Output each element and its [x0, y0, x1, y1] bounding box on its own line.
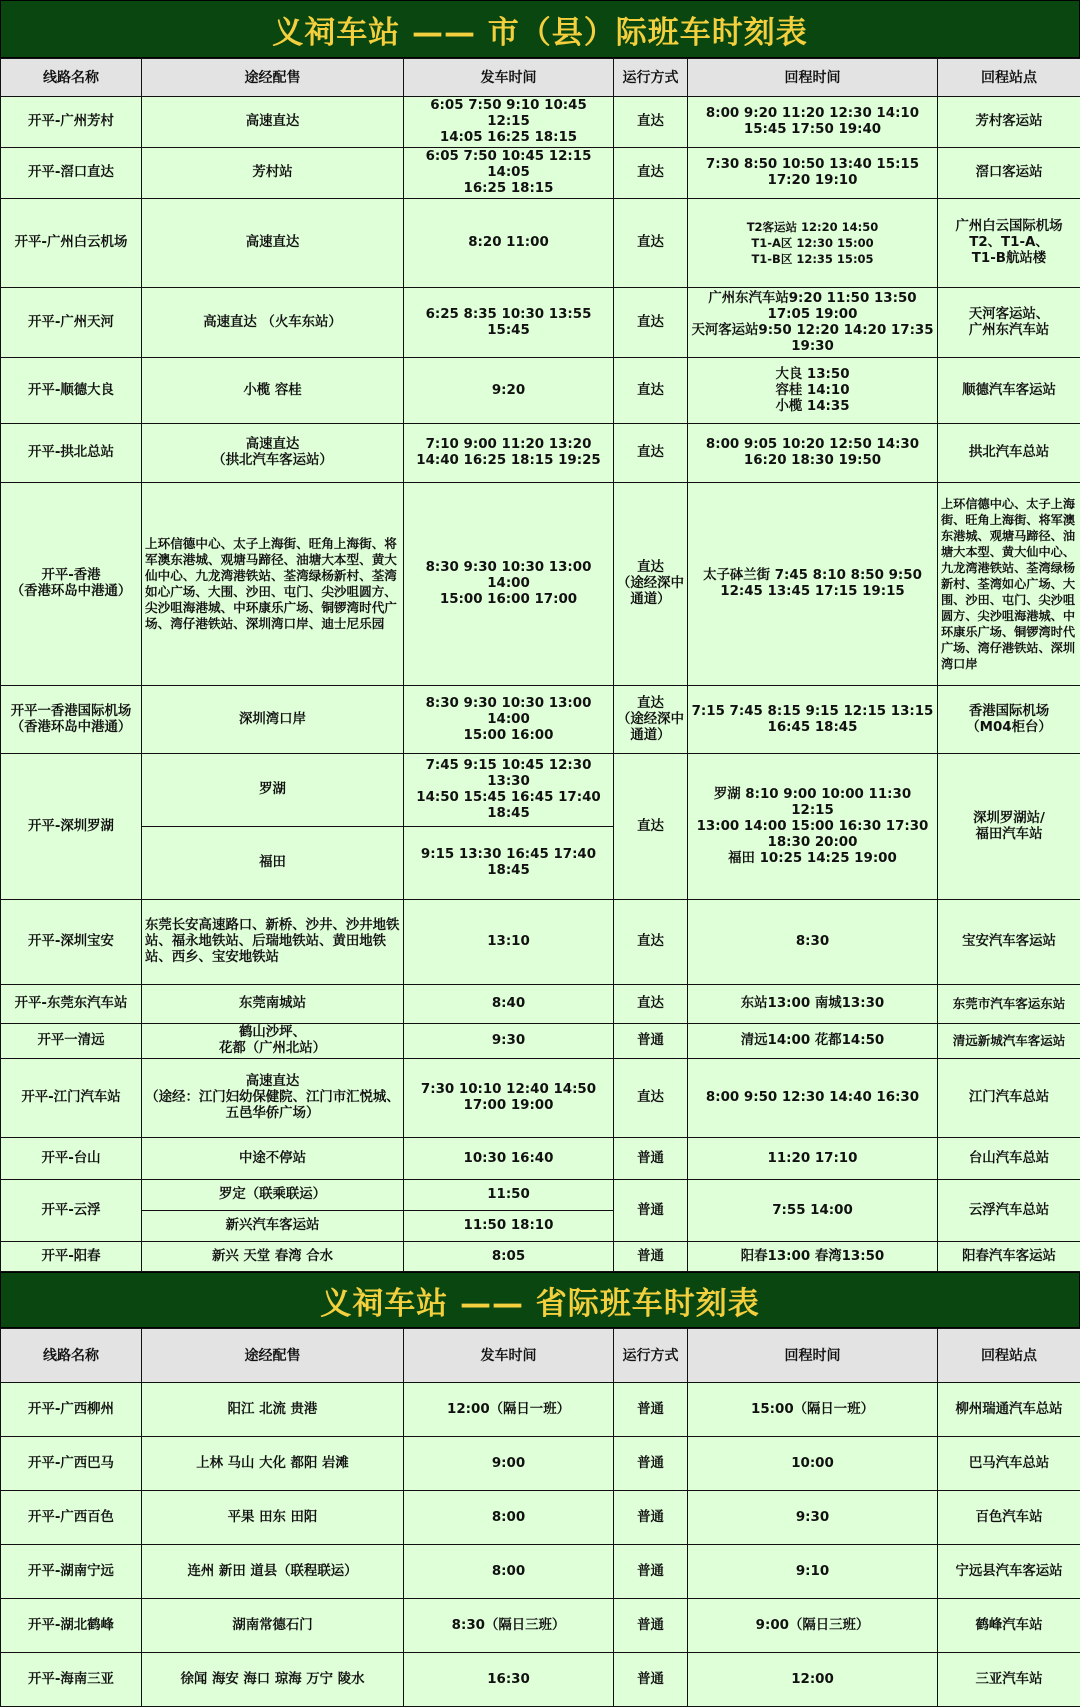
depart-cell: 8:05 [404, 1242, 614, 1272]
header-row [1, 59, 1080, 97]
depart-cell: 8:30 9:30 10:30 13:00 14:00 15:00 16:00 [404, 686, 614, 754]
via-cell: 高速直达 （途经：江门妇幼保健院、江门市汇悦城、五邑华侨广场） [142, 1059, 404, 1138]
return-cell: 罗湖 8:10 9:00 10:00 11:30 12:15 13:00 14:00 15:00 16:30 17:30 18:30 20:00 福田 10:25 14:25 19:00 [688, 754, 938, 900]
header-cell: 运行方式 [614, 59, 688, 97]
route-cell: 开平-顺德大良 [1, 358, 142, 424]
depart-cell: 7:30 10:10 12:40 14:50 17:00 19:00 [404, 1059, 614, 1138]
route-cell: 开平-广州天河 [1, 288, 142, 358]
mode-cell: 普通 [614, 1491, 688, 1545]
table-row [1, 1599, 1080, 1653]
route-cell: 开平-深圳罗湖 [1, 754, 142, 900]
depart-cell: 10:30 16:40 [404, 1138, 614, 1180]
station-cell: 云浮汽车总站 [938, 1180, 1080, 1242]
mode-cell: 普通 [614, 1242, 688, 1272]
depart-cell: 6:05 7:50 10:45 12:15 14:05 16:25 18:15 [404, 148, 614, 199]
via-cell: 湖南常德石门 [142, 1599, 404, 1653]
depart-cell: 7:45 9:15 10:45 12:30 13:30 14:50 15:45 16:45 17:40 18:45 [404, 754, 614, 827]
via-cell: 上环信德中心、太子上海街、旺角上海街、将军澳东港城、观塘马蹄径、油塘大本型、黄大仙中心、九龙湾港铁站、荃湾绿杨新村、荃湾如心广场、大围、沙田、屯门、尖沙咀圆方、尖沙咀海港城、中环康乐广场、铜锣湾时代广场、湾仔港铁站、深圳湾口岸、迪士尼乐园 [142, 483, 404, 686]
mode-cell: 普通 [614, 1138, 688, 1180]
section2-title: 义祠车站 —— 省际班车时刻表 [0, 1272, 1080, 1328]
route-cell: 开平-湖北鹤峰 [1, 1599, 142, 1653]
station-cell: 巴马汽车总站 [938, 1437, 1080, 1491]
via-cell: 中途不停站 [142, 1138, 404, 1180]
mode-cell: 普通 [614, 1653, 688, 1707]
via-cell: 东莞长安高速路口、新桥、沙井、沙井地铁站、福永地铁站、后瑞地铁站、黄田地铁站、西乡、宝安地铁站 [142, 900, 404, 985]
table-row [1, 199, 1080, 288]
table-row [1, 148, 1080, 199]
station-cell: 天河客运站、 广州东汽车站 [938, 288, 1080, 358]
mode-cell: 普通 [614, 1599, 688, 1653]
via-cell: 新兴汽车客运站 [142, 1211, 404, 1242]
header-cell: 发车时间 [404, 59, 614, 97]
return-cell: 9:30 [688, 1491, 938, 1545]
route-cell: 开平-湖南宁远 [1, 1545, 142, 1599]
return-cell: 广州东汽车站9:20 11:50 13:50 17:05 19:00 天河客运站9:50 12:20 14:20 17:35 19:30 [688, 288, 938, 358]
depart-cell: 9:30 [404, 1024, 614, 1059]
station-cell: 拱北汽车总站 [938, 424, 1080, 483]
table-row [1, 424, 1080, 483]
station-cell: 深圳罗湖站/ 福田汽车站 [938, 754, 1080, 900]
header-cell: 回程时间 [688, 59, 938, 97]
return-cell: 15:00（隔日一班） [688, 1383, 938, 1437]
station-cell: 芳村客运站 [938, 97, 1080, 148]
header-row [1, 1329, 1080, 1383]
station-cell: 上环信德中心、太子上海街、旺角上海街、将军澳东港城、观塘马蹄径、油塘大本型、黄大仙中心、九龙湾港铁站、荃湾绿杨新村、荃湾如心广场、大围、沙田、屯门、尖沙咀圆方、尖沙咀海港城、中环康乐广场、铜锣湾时代广场、湾仔港铁站、深圳湾口岸 [938, 483, 1080, 686]
header-cell: 线路名称 [1, 59, 142, 97]
via-cell: 芳村站 [142, 148, 404, 199]
interprovincial-timetable [0, 1328, 1080, 1707]
depart-cell: 7:10 9:00 11:20 13:20 14:40 16:25 18:15 19:25 [404, 424, 614, 483]
return-cell: 大良 13:50 容桂 14:10 小榄 14:35 [688, 358, 938, 424]
return-cell: 11:20 17:10 [688, 1138, 938, 1180]
table-row [1, 288, 1080, 358]
header-cell: 回程站点 [938, 1329, 1080, 1383]
depart-cell: 8:00 [404, 1491, 614, 1545]
header-cell: 途经配售 [142, 59, 404, 97]
station-cell: 滘口客运站 [938, 148, 1080, 199]
header-cell: 回程站点 [938, 59, 1080, 97]
depart-cell: 8:30 9:30 10:30 13:00 14:00 15:00 16:00 17:00 [404, 483, 614, 686]
mode-cell: 直达 （途经深中 通道） [614, 686, 688, 754]
route-cell: 开平-广西百色 [1, 1491, 142, 1545]
route-cell: 开平-云浮 [1, 1180, 142, 1242]
return-cell: 9:10 [688, 1545, 938, 1599]
depart-cell: 9:15 13:30 16:45 17:40 18:45 [404, 827, 614, 900]
via-cell: 高速直达 [142, 97, 404, 148]
via-cell: 罗定（联乘联运） [142, 1180, 404, 1211]
via-cell: 鹤山沙坪、 花都（广州北站） [142, 1024, 404, 1059]
table-row [1, 1180, 1080, 1211]
via-cell: 高速直达 （拱北汽车客运站） [142, 424, 404, 483]
station-cell: 百色汽车站 [938, 1491, 1080, 1545]
table-row [1, 483, 1080, 686]
station-cell: 广州白云国际机场 T2、T1-A、 T1-B航站楼 [938, 199, 1080, 288]
via-cell: 福田 [142, 827, 404, 900]
route-cell: 开平-拱北总站 [1, 424, 142, 483]
station-cell: 清远新城汽车客运站 [938, 1024, 1080, 1059]
mode-cell: 直达 [614, 199, 688, 288]
via-cell: 阳江 北流 贵港 [142, 1383, 404, 1437]
route-cell: 开平-广州白云机场 [1, 199, 142, 288]
table-row [1, 1653, 1080, 1707]
header-cell: 运行方式 [614, 1329, 688, 1383]
depart-cell: 12:00（隔日一班） [404, 1383, 614, 1437]
via-cell: 高速直达 [142, 199, 404, 288]
return-cell: 阳春13:00 春湾13:50 [688, 1242, 938, 1272]
station-cell: 柳州瑞通汽车总站 [938, 1383, 1080, 1437]
intercity-timetable [0, 58, 1080, 1272]
via-cell: 罗湖 [142, 754, 404, 827]
via-cell: 小榄 容桂 [142, 358, 404, 424]
station-cell: 宁远县汽车客运站 [938, 1545, 1080, 1599]
route-cell: 开平-深圳宝安 [1, 900, 142, 985]
route-cell: 开平-台山 [1, 1138, 142, 1180]
mode-cell: 直达 [614, 288, 688, 358]
via-cell: 深圳湾口岸 [142, 686, 404, 754]
return-cell: 12:00 [688, 1653, 938, 1707]
route-cell: 开平-江门汽车站 [1, 1059, 142, 1138]
table-row [1, 1437, 1080, 1491]
station-cell: 香港国际机场 （M04柜台） [938, 686, 1080, 754]
header-cell: 途经配售 [142, 1329, 404, 1383]
table-row [1, 1491, 1080, 1545]
mode-cell: 普通 [614, 1383, 688, 1437]
table-row [1, 358, 1080, 424]
via-cell: 徐闻 海安 海口 琼海 万宁 陵水 [142, 1653, 404, 1707]
mode-cell: 普通 [614, 1024, 688, 1059]
route-cell: 开平-广西柳州 [1, 1383, 142, 1437]
via-cell: 连州 新田 道县（联程联运） [142, 1545, 404, 1599]
mode-cell: 直达 [614, 148, 688, 199]
section1-title: 义祠车站 —— 市（县）际班车时刻表 [0, 0, 1080, 58]
return-cell: 8:00 9:50 12:30 14:40 16:30 [688, 1059, 938, 1138]
depart-cell: 8:40 [404, 985, 614, 1024]
return-cell: 8:30 [688, 900, 938, 985]
mode-cell: 直达 [614, 900, 688, 985]
table-row [1, 754, 1080, 827]
station-cell: 顺德汽车客运站 [938, 358, 1080, 424]
mode-cell: 普通 [614, 1180, 688, 1242]
depart-cell: 16:30 [404, 1653, 614, 1707]
table-row [1, 1059, 1080, 1138]
mode-cell: 直达 [614, 358, 688, 424]
station-cell: 三亚汽车站 [938, 1653, 1080, 1707]
station-cell: 江门汽车总站 [938, 1059, 1080, 1138]
route-cell: 开平-广州芳村 [1, 97, 142, 148]
depart-cell: 9:00 [404, 1437, 614, 1491]
table-row [1, 1024, 1080, 1059]
mode-cell: 直达 [614, 97, 688, 148]
via-cell: 上林 马山 大化 都阳 岩滩 [142, 1437, 404, 1491]
depart-cell: 6:05 7:50 9:10 10:45 12:15 14:05 16:25 18:15 [404, 97, 614, 148]
header-cell: 回程时间 [688, 1329, 938, 1383]
header-cell: 线路名称 [1, 1329, 142, 1383]
station-cell: 宝安汽车客运站 [938, 900, 1080, 985]
table-row [1, 1138, 1080, 1180]
table-row [1, 900, 1080, 985]
return-cell: 8:00 9:05 10:20 12:50 14:30 16:20 18:30 19:50 [688, 424, 938, 483]
return-cell: 10:00 [688, 1437, 938, 1491]
return-cell: 东站13:00 南城13:30 [688, 985, 938, 1024]
mode-cell: 直达 [614, 754, 688, 900]
station-cell: 鹤峰汽车站 [938, 1599, 1080, 1653]
route-cell: 开平-阳春 [1, 1242, 142, 1272]
depart-cell: 8:30（隔日三班） [404, 1599, 614, 1653]
mode-cell: 直达 （途经深中 通道） [614, 483, 688, 686]
return-cell: 7:30 8:50 10:50 13:40 15:15 17:20 19:10 [688, 148, 938, 199]
route-cell: 开平-滘口直达 [1, 148, 142, 199]
return-cell: T2客运站 12:20 14:50 T1-A区 12:30 15:00 T1-B区 12:35 15:05 [688, 199, 938, 288]
table-row [1, 686, 1080, 754]
return-cell: 7:15 7:45 8:15 9:15 12:15 13:15 16:45 18:45 [688, 686, 938, 754]
depart-cell: 8:00 [404, 1545, 614, 1599]
mode-cell: 直达 [614, 1059, 688, 1138]
depart-cell: 6:25 8:35 10:30 13:55 15:45 [404, 288, 614, 358]
depart-cell: 11:50 [404, 1180, 614, 1211]
route-cell: 开平-海南三亚 [1, 1653, 142, 1707]
table-row [1, 97, 1080, 148]
mode-cell: 普通 [614, 1545, 688, 1599]
header-cell: 发车时间 [404, 1329, 614, 1383]
depart-cell: 9:20 [404, 358, 614, 424]
mode-cell: 直达 [614, 985, 688, 1024]
return-cell: 太子砵兰街 7:45 8:10 8:50 9:50 12:45 13:45 17:15 19:15 [688, 483, 938, 686]
table-row [1, 1545, 1080, 1599]
via-cell: 平果 田东 田阳 [142, 1491, 404, 1545]
return-cell: 7:55 14:00 [688, 1180, 938, 1242]
depart-cell: 13:10 [404, 900, 614, 985]
table-row [1, 985, 1080, 1024]
via-cell: 高速直达 （火车东站） [142, 288, 404, 358]
station-cell: 东莞市汽车客运东站 [938, 985, 1080, 1024]
via-cell: 新兴 天堂 春湾 合水 [142, 1242, 404, 1272]
table-row [1, 1383, 1080, 1437]
station-cell: 台山汽车总站 [938, 1138, 1080, 1180]
station-cell: 阳春汽车客运站 [938, 1242, 1080, 1272]
via-cell: 东莞南城站 [142, 985, 404, 1024]
route-cell: 开平一香港国际机场 （香港环岛中港通） [1, 686, 142, 754]
return-cell: 清远14:00 花都14:50 [688, 1024, 938, 1059]
route-cell: 开平-香港 （香港环岛中港通） [1, 483, 142, 686]
table-row [1, 1242, 1080, 1272]
return-cell: 9:00（隔日三班） [688, 1599, 938, 1653]
route-cell: 开平-东莞东汽车站 [1, 985, 142, 1024]
mode-cell: 直达 [614, 424, 688, 483]
route-cell: 开平一清远 [1, 1024, 142, 1059]
route-cell: 开平-广西巴马 [1, 1437, 142, 1491]
depart-cell: 8:20 11:00 [404, 199, 614, 288]
mode-cell: 普通 [614, 1437, 688, 1491]
depart-cell: 11:50 18:10 [404, 1211, 614, 1242]
return-cell: 8:00 9:20 11:20 12:30 14:10 15:45 17:50 19:40 [688, 97, 938, 148]
